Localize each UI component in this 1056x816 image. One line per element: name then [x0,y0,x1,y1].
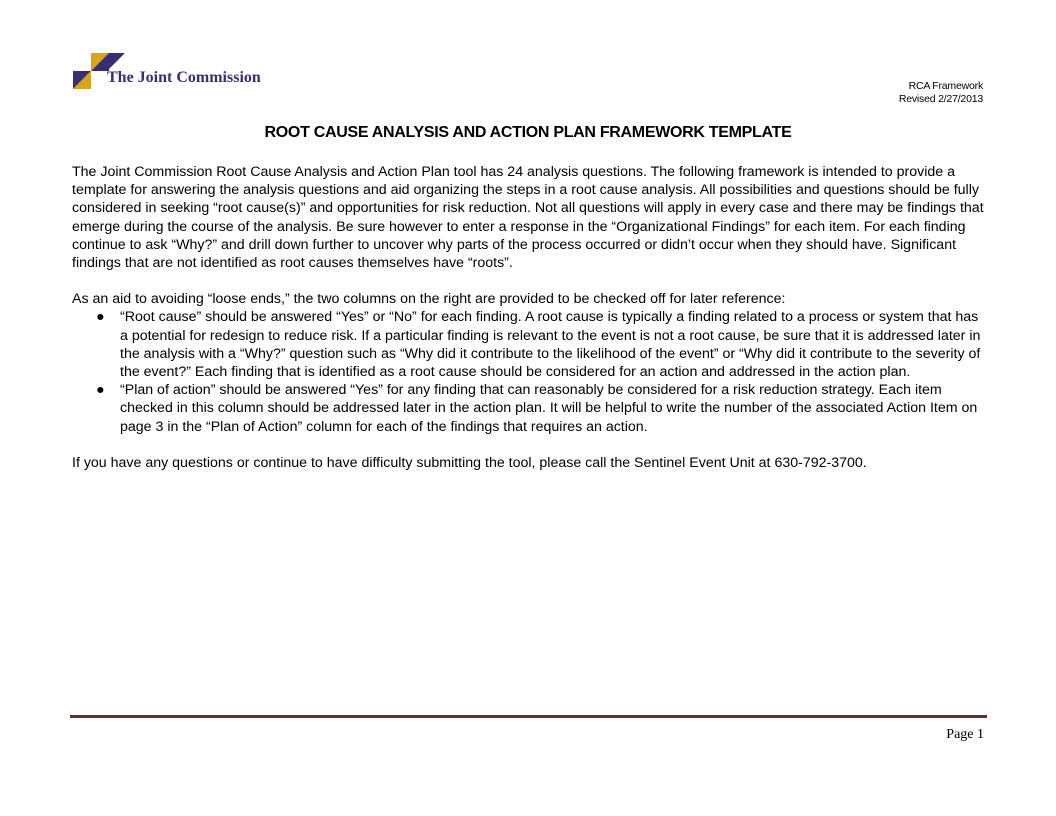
bullet-text: “Root cause” should be answered “Yes” or “No” for each finding. A root cause is typically a finding related to a process or system that has a potential for redesign to reduce risk. If a particular finding is relevant to the event is not a root cause, be sure that it is addressed later in the analysis with a “Why?” question such as “Why did it contribute to the likelihood of the event” or “Why did it contribute to the severity of the event?” Each finding that is identified as a root cause should be considered for an action and addressed in the action plan. [120,309,981,381]
bullet-list [72,308,990,435]
revision-framework-label: RCA Framework [908,80,983,92]
footer-divider [70,715,987,718]
bullet-dot-icon: ● [96,382,105,399]
org-name: The Joint Commission [107,69,261,86]
contact-paragraph: If you have any questions or continue to have difficulty submitting the tool, please call the Sentinel Event Unit at 630-792-3700. [72,454,867,471]
aid-intro-paragraph: As an aid to avoiding “loose ends,” the two columns on the right are provided to be checked off for later reference: [72,291,786,308]
bullet-item-root-cause [72,308,990,381]
intro-paragraph: The Joint Commission Root Cause Analysis and Action Plan tool has 24 analysis questions. The following framework is intended to provide a template for answering the analysis questions and aid organizing the steps in a root cause analysis. All possibilities and questions should be fully considered in seeking “root cause(s)” and opportunities for risk reduction. Not all questions will apply in every case and there may be findings that emerge during the course of the analysis. Be sure however to enter a response in the “Organizational Findings” for each item. For each finding continue to ask “Why?” and drill down further to uncover why parts of the process occurred or didn’t occur when they should have. Significant findings that are not identified as root causes themselves have “roots”. [72,164,984,272]
bullet-dot-icon: ● [96,309,105,326]
bullet-item-plan-of-action [72,381,990,436]
document-title: ROOT CAUSE ANALYSIS AND ACTION PLAN FRAMEWORK TEMPLATE [264,124,792,141]
document-body [72,163,990,472]
bullet-text: “Plan of action” should be answered “Yes” for any finding that can reasonably be considered for a risk reduction strategy. Each item checked in this column should be addressed later in the action plan. It will be helpful to write the number of the associated Action Item on page 3 in the “Plan of Action” column for each of the findings that requires an action. [120,382,978,435]
revision-date: Revised 2/27/2013 [898,93,983,105]
page-number: Page 1 [946,727,984,742]
revision-info [899,80,983,106]
